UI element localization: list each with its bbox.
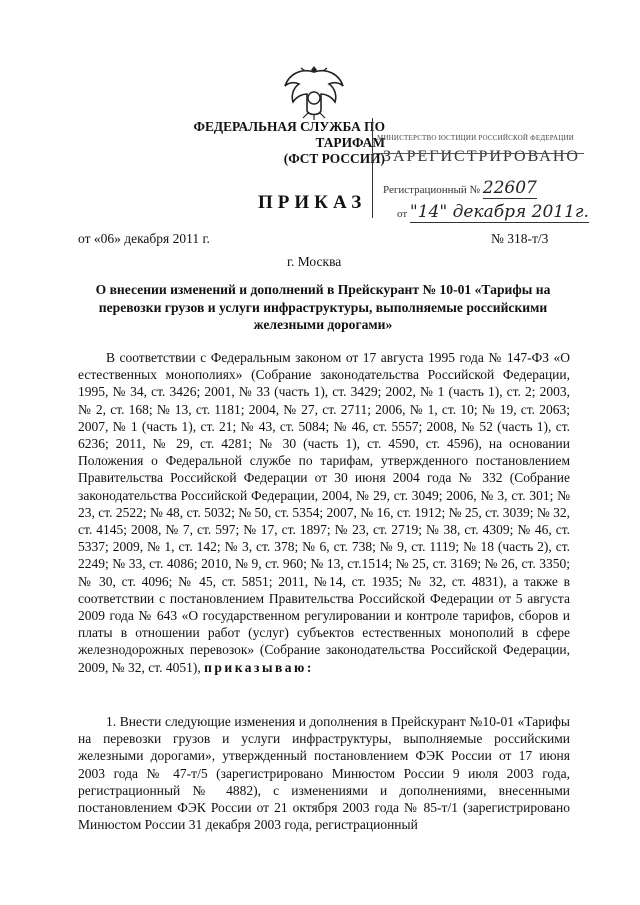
stamp-reg-number: 22607 <box>482 178 537 198</box>
stamp-title: ЗАРЕГИСТРИРОВАНО <box>383 148 580 165</box>
agency-name <box>150 119 385 167</box>
state-emblem-icon <box>279 60 349 122</box>
body-paragraph-2 <box>78 713 570 833</box>
stamp-ministry: МИНИСТЕРСТВО ЮСТИЦИИ РОССИЙСКОЙ ФЕДЕРАЦИИ <box>377 134 574 142</box>
paragraph2-text: 1. Внести следующие изменения и дополнения в Прейскурант №10-01 «Тарифы на перевозки грузов и услуги инфраструктуры, выполняемые российскими железными дорогами», утвержденный постановлением ФЭК России от 17 июня 2003 года № 47-т/5 (зарегистрировано Минюстом России 9 июля 2003 года, регистрационный № 4882), с изменениями и дополнениями, внесенными постановлением ФЭК России от 21 октября 2003 года № 85-т/1 (зарегистрировано Минюстом России 31 декабря 2003 года, регистрационный <box>78 714 570 833</box>
stamp-reg-number-line <box>383 178 537 199</box>
stamp-date-prefix: от <box>397 208 408 220</box>
stamp-date-value: "14" декабря 2011г. <box>409 202 589 222</box>
registration-stamp <box>372 118 589 222</box>
agency-name-line1: ФЕДЕРАЛЬНАЯ СЛУЖБА ПО ТАРИФАМ <box>193 119 385 150</box>
document-city: г. Москва <box>287 254 342 269</box>
orders-word: приказываю: <box>204 659 314 675</box>
document-type: ПРИКАЗ <box>258 192 367 213</box>
document-date: от «06» декабря 2011 г. <box>78 231 210 246</box>
stamp-divider <box>372 153 584 154</box>
document-subject: О внесении изменений и дополнений в Прейскурант № 10-01 «Тарифы на перевозки грузов и услуги инфраструктуры, выполняемые российскими железными дорогами» <box>95 282 551 332</box>
stamp-reg-label: Регистрационный № <box>383 184 481 196</box>
agency-name-line2: (ФСТ РОССИИ) <box>283 151 385 166</box>
paragraph1-text: В соответствии с Федеральным законом от 17 августа 1995 года № 147-ФЗ «О естественных монополиях» (Собрание законодательства Российской Федерации, 1995, № 34, ст. 3426; 2001, № 33 (часть 1), ст. 3429; 2002, № 1 (часть 1), ст. 2; 2003, № 2, ст. 168; № 13, ст. 1181; 2004, № 27, ст. 2711; 2006, № 1, ст. 10; № 19, ст. 2063; 2007, № 1 (часть 1), ст. 21; № 43, ст. 5084; № 46, ст. 5557; 2008, № 52 (часть 1), ст. 6236; 2011, № 29, ст. 4281; № 30 (часть 1), ст. 4590, ст. 4596), на основании Положения о Федеральной службе по тарифам, утвержденного постановлением Правительства Российской Федерации от 30 июня 2004 года № 332 (Собрание законодательства Российской Федерации, 2004, № 29, ст. 3049; 2006, № 3, ст. 301; № 23, ст. 2522; № 48, ст. 5032; № 50, ст. 5354; 2007, № 16, ст. 1912; № 25, ст. 3039; № 32, ст. 4145; 2008, № 7, ст. 597; № 17, ст. 1897; № 23, ст. 2719; № 38, ст. 4309; № 46, ст. 5337; 2009, № 1, ст. 142; № 3, ст. 378; № 6, ст. 738; № 9, ст. 1119; № 18 (часть 2), ст. 2249; № 33, ст. 4086; 2010, № 9, ст. 960; № 13, ст.1514; № 25, ст. 3169; № 26, ст. 3350; № 30, ст. 4096; № 45, ст. 5851; 2011, №14, ст. 1935; № 32, ст. 4831), а также в соответствии с постановлением Правительства Российской Федерации от 5 августа 2009 года № 643 «О государственном регулировании и контроле тарифов, сборов и платы в отношении работ (услуг) субъектов естественных монополий в сфере железнодорожных перевозок» (Собрание законодательства Российской Федерации, 2009, № 32, ст. 4051), <box>78 350 570 675</box>
document-number: № 318-т/3 <box>491 231 549 246</box>
body-paragraph-1 <box>78 349 570 676</box>
stamp-date-line <box>397 202 589 223</box>
